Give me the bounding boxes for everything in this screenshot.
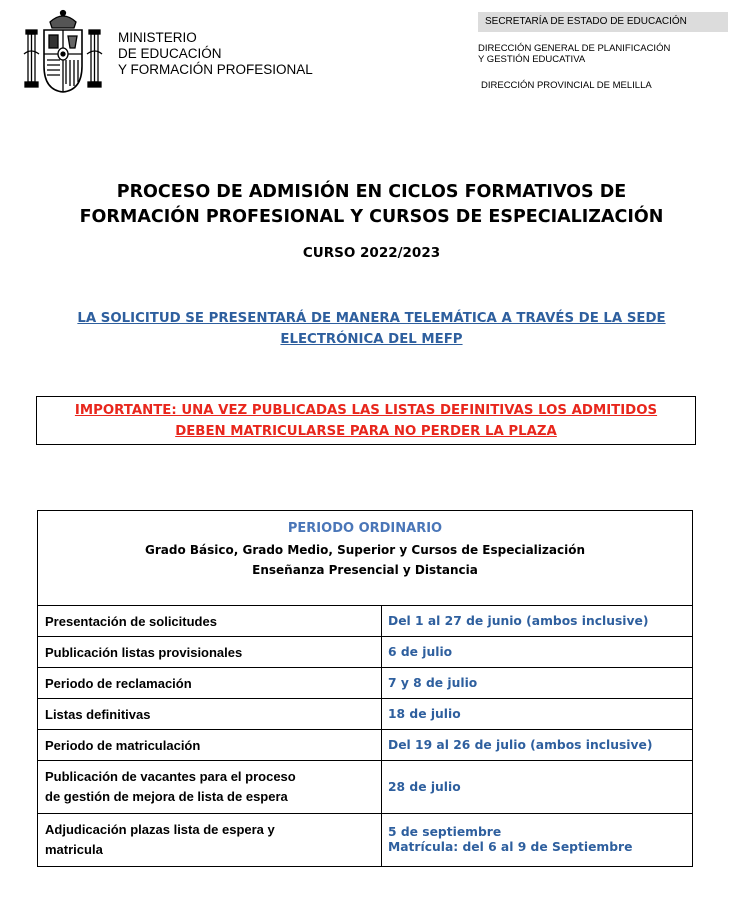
- row-label: [38, 699, 382, 729]
- row-value: [382, 814, 692, 866]
- table-row: [38, 761, 692, 814]
- row-value-text: Del 1 al 27 de junio (ambos inclusive): [388, 614, 649, 628]
- ministry-name: [118, 30, 313, 78]
- ministry-line-3: Y FORMACIÓN PROFESIONAL: [118, 62, 313, 77]
- ministry-line-2: DE EDUCACIÓN: [118, 46, 222, 61]
- schedule-header: [38, 511, 692, 606]
- row-value: [382, 637, 692, 667]
- row-label-text: Presentación de solicitudes: [45, 613, 217, 629]
- row-value-text: 7 y 8 de julio: [388, 676, 478, 690]
- row-label-text: Adjudicación plazas lista de espera y: [45, 822, 275, 837]
- telematica-notice: [0, 308, 743, 350]
- row-label-text: Periodo de matriculación: [45, 737, 201, 753]
- coat-of-arms-logo: [20, 8, 106, 96]
- row-label: [38, 606, 382, 636]
- secretaria-label: SECRETARÍA DE ESTADO DE EDUCACIÓN: [478, 12, 728, 32]
- row-label-text: Publicación de vacantes para el proceso: [45, 769, 296, 784]
- levels-label: Grado Básico, Grado Medio, Superior y Cursos de Especialización: [145, 543, 585, 557]
- row-value-text: 5 de septiembre: [388, 825, 502, 839]
- row-value-text: Matrícula: del 6 al 9 de Septiembre: [388, 840, 633, 854]
- title-line-1: PROCESO DE ADMISIÓN EN CICLOS FORMATIVOS DE: [116, 182, 627, 202]
- direccion-general-line-1: DIRECCIÓN GENERAL DE PLANIFICACIÓN: [478, 43, 671, 54]
- row-label-text: Publicación listas provisionales: [45, 644, 243, 660]
- table-row: [38, 606, 692, 637]
- schedule-table: [37, 510, 693, 867]
- table-row: [38, 699, 692, 730]
- ministry-line-1: MINISTERIO: [118, 30, 197, 45]
- direccion-general: [478, 43, 670, 65]
- table-row: [38, 814, 692, 866]
- row-label: [38, 814, 382, 866]
- row-value: [382, 606, 692, 636]
- modality-label: Enseñanza Presencial y Distancia: [252, 563, 478, 577]
- direccion-provincial: DIRECCIÓN PROVINCIAL DE MELILLA: [481, 80, 652, 91]
- row-value: [382, 699, 692, 729]
- table-row: [38, 668, 692, 699]
- table-row: [38, 637, 692, 668]
- period-title: PERIODO ORDINARIO: [287, 521, 443, 536]
- title-line-2: FORMACIÓN PROFESIONAL Y CURSOS DE ESPECIALIZACIÓN: [79, 207, 664, 227]
- document-title: [0, 180, 743, 230]
- row-label-text: de gestión de mejora de lista de espera: [45, 789, 288, 804]
- table-row: [38, 730, 692, 761]
- telematica-line-2: ELECTRÓNICA DEL MEFP: [280, 332, 463, 347]
- direccion-general-line-2: Y GESTIÓN EDUCATIVA: [478, 54, 586, 65]
- important-line-1: IMPORTANTE: UNA VEZ PUBLICADAS LAS LISTAS DEFINITIVAS LOS ADMITIDOS: [74, 403, 658, 418]
- row-value-text: 6 de julio: [388, 645, 453, 659]
- row-label: [38, 637, 382, 667]
- important-notice: [36, 396, 696, 445]
- row-label: [38, 730, 382, 760]
- row-value-text: 18 de julio: [388, 707, 461, 721]
- row-value: [382, 761, 692, 813]
- row-value: [382, 730, 692, 760]
- important-line-2: DEBEN MATRICULARSE PARA NO PERDER LA PLAZA: [175, 424, 557, 439]
- row-label-text: Listas definitivas: [45, 706, 151, 722]
- row-label: [38, 668, 382, 698]
- row-value-text: 28 de julio: [388, 780, 461, 794]
- row-value: [382, 668, 692, 698]
- row-label-text: matricula: [45, 842, 103, 857]
- telematica-line-1: LA SOLICITUD SE PRESENTARÁ DE MANERA TELEMÁTICA A TRAVÉS DE LA SEDE: [77, 311, 666, 326]
- row-value-text: Del 19 al 26 de julio (ambos inclusive): [388, 738, 653, 752]
- row-label-text: Periodo de reclamación: [45, 675, 192, 691]
- row-label: [38, 761, 382, 813]
- curso-label: CURSO 2022/2023: [302, 245, 441, 261]
